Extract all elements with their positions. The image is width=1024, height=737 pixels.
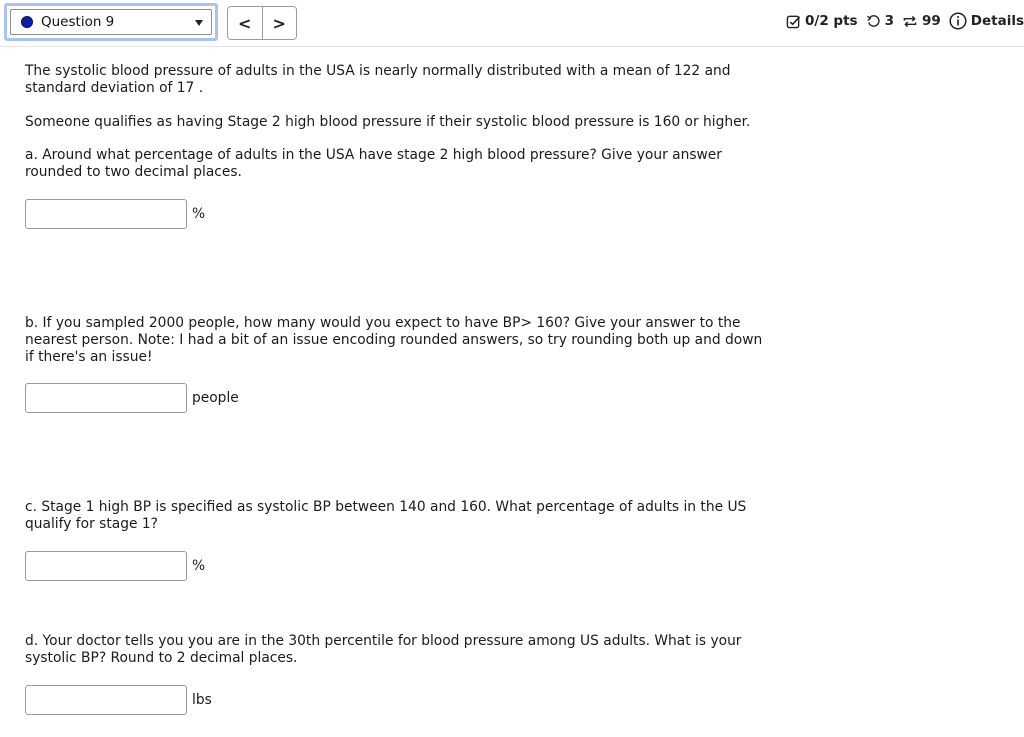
details-label: Details	[970, 13, 1024, 29]
part-c-unit: %	[192, 558, 206, 574]
part-d-input[interactable]	[25, 685, 187, 715]
question-select-label: Question 9	[41, 14, 115, 30]
question-definition: Someone qualifies as having Stage 2 high blood pressure if their systolic blood pressure is 160 or higher.	[25, 114, 751, 130]
retry-icon	[866, 14, 881, 29]
score-indicator	[786, 13, 858, 29]
question-nav	[227, 6, 297, 40]
checkbox-icon	[786, 14, 801, 29]
attempts-indicator	[866, 13, 894, 29]
part-d-prompt: d. Your doctor tells you you are in the 30th percentile for blood pressure among US adults. What is your systolic BP? Round to 2 decimal places.	[25, 633, 742, 666]
info-icon	[949, 12, 967, 30]
question-meta	[778, 12, 1024, 30]
part-b-input[interactable]	[25, 383, 187, 413]
caret-down-icon	[195, 20, 203, 26]
question-header	[0, 0, 1024, 47]
repeat-icon	[902, 14, 918, 29]
score-text: 0/2 pts	[805, 13, 858, 29]
part-a-unit: %	[192, 206, 206, 222]
part-a-prompt: a. Around what percentage of adults in the USA have stage 2 high blood pressure? Give your answer rounded to two decimal places.	[25, 147, 722, 180]
details-button[interactable]	[949, 12, 1024, 30]
part-b-unit: people	[192, 390, 239, 406]
part-a-input[interactable]	[25, 199, 187, 229]
question-select[interactable]	[10, 9, 212, 35]
next-question-button[interactable]: >	[262, 7, 297, 39]
submissions-indicator	[902, 13, 941, 29]
question-intro: The systolic blood pressure of adults in the USA is nearly normally distributed with a mean of 122 and standard deviation of 17 .	[25, 63, 731, 96]
part-c-answer	[25, 551, 205, 581]
submissions-text: 99	[921, 13, 941, 29]
part-a-answer	[25, 199, 205, 229]
previous-question-button[interactable]: <	[228, 7, 262, 39]
status-dot-icon	[21, 16, 33, 28]
part-d-unit: lbs	[192, 692, 212, 708]
question-select-focus-ring	[4, 3, 218, 41]
attempts-text: 3	[884, 13, 894, 29]
part-d-answer	[25, 685, 212, 715]
part-c-input[interactable]	[25, 551, 187, 581]
part-b-prompt: b. If you sampled 2000 people, how many would you expect to have BP> 160? Give your answer to the nearest person. Note: I had a bit of an issue encoding rounded answers, so try rounding both up and down if there's an issue!	[25, 315, 763, 365]
part-c-prompt: c. Stage 1 high BP is specified as systolic BP between 140 and 160. What percentage of adults in the US qualify for stage 1?	[25, 499, 747, 532]
part-b-answer	[25, 383, 239, 413]
